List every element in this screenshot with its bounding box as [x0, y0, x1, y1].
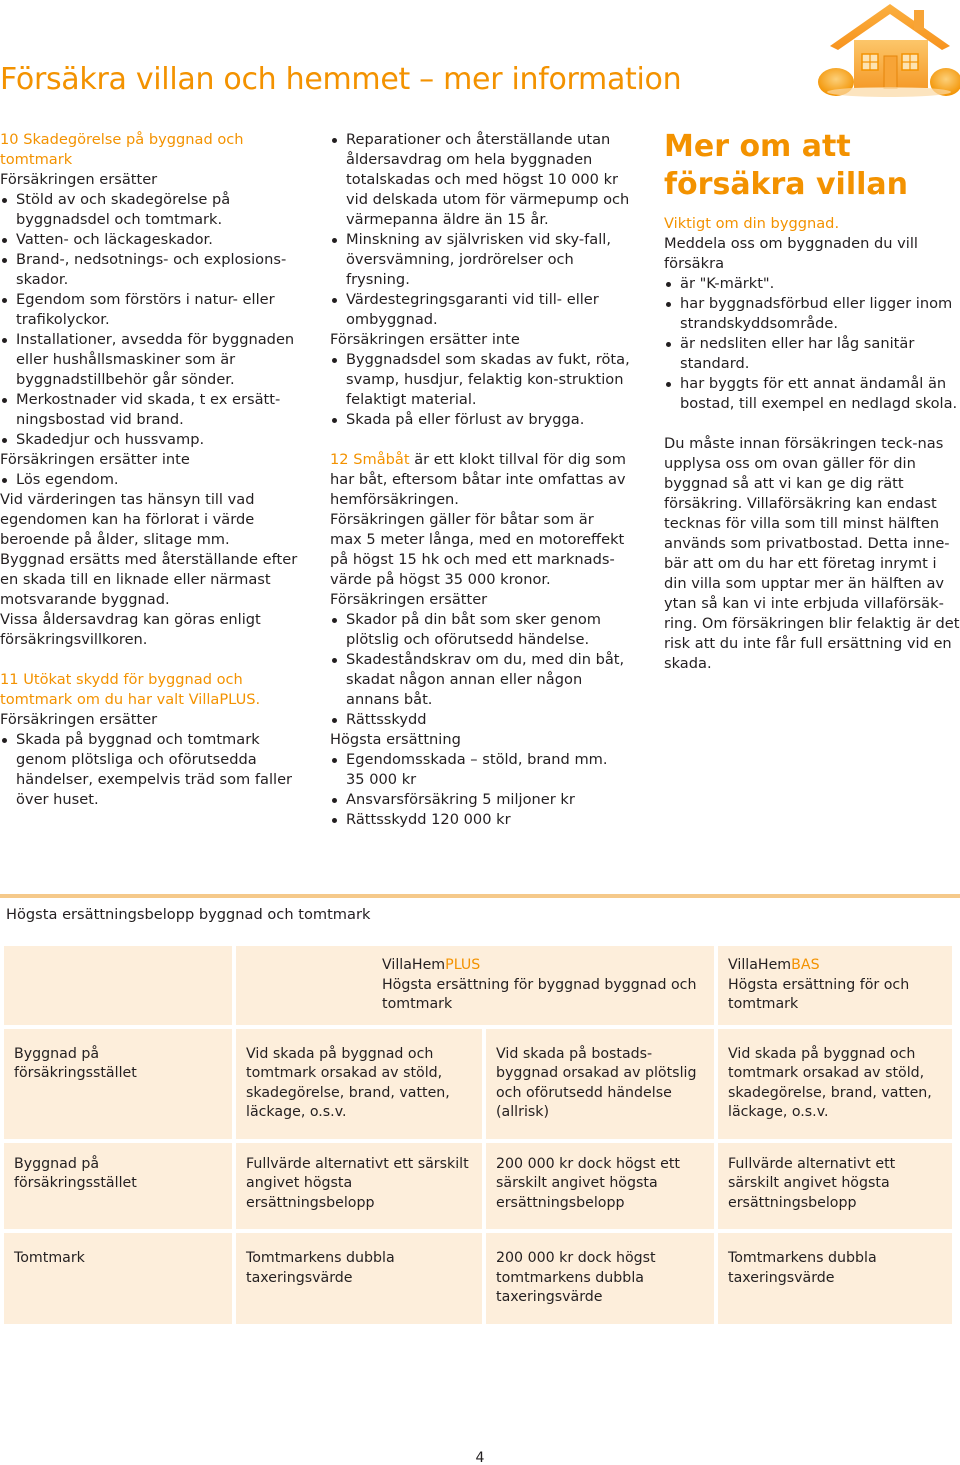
table-header-bas	[718, 946, 952, 1025]
section-12-heading: 12 Småbåt	[330, 451, 410, 468]
table-cell: Fullvärde alternativt ett särskilt angivet högsta ersättningsbelopp	[236, 1143, 482, 1230]
list-item: Lös egendom.	[0, 470, 300, 490]
section-10-paragraph: Vid värderingen tas hänsyn till vad egendomen kan ha förlorat i värde beroende på ålder, slitage mm.	[0, 491, 255, 548]
section-11-covers-list	[0, 730, 300, 810]
column-middle	[330, 130, 630, 830]
list-item: Skadeståndskrav om du, med din båt, skadat någon annan eller någon annans båt.	[330, 650, 630, 710]
list-item: Ansvarsförsäkring 5 miljoner kr	[330, 790, 630, 810]
list-item: Reparationer och återställande utan åldersavdrag om hela byggnaden totalskadas och med högst 10 000 kr vid delskada utom för värmepump och värmepanna äldre än 15 år.	[330, 130, 630, 230]
section-10-heading: 10 Skadegörelse på byggnad och tomtmark	[0, 131, 244, 168]
section-11-heading: 11 Utökat skydd för byggnad och tomtmark om du har valt VillaPLUS.	[0, 671, 261, 708]
list-item: Skador på din båt som sker genom plötslig och oförutsedd händelse.	[330, 610, 630, 650]
list-item: Merkostnader vid skada, t ex ersätt-ningsbostad vid brand.	[0, 390, 300, 430]
table-cell: Byggnad på försäkringsstället	[4, 1029, 232, 1139]
list-item: Rättsskydd	[330, 710, 630, 730]
info-list	[664, 274, 960, 414]
section-10-excludes-list	[0, 470, 300, 490]
section-12-paragraph: Försäkringen gäller för båtar som är max 5 meter långa, med en motoreffekt på högst 15 hk och med ett marknads-värde på högst 35 000 kronor.	[330, 511, 625, 588]
info-paragraph: Du måste innan försäkringen teck-nas upplysa oss om ovan gäller för din byggnad så att vi kan ge dig rätt försäkring. Villaförsäkring kan endast tecknas för villa som till minst hälften används som privatbostad. Detta inne-bär att om du har ett företag inrymt i din villa som upptar mer än hälften av ytan så kan vi inte erbjuda villaförsäk-ring. Om försäkringen blir felaktig är det risk att du inte får full ersättning vid en skada.	[664, 435, 960, 672]
table-cell: 200 000 kr dock högst tomtmarkens dubbla taxeringsvärde	[486, 1233, 714, 1324]
section-10-covers-list	[0, 190, 300, 450]
list-item: Rättsskydd 120 000 kr	[330, 810, 630, 830]
house-icon	[818, 0, 960, 98]
table-header-plus	[236, 946, 714, 1025]
plus-product-desc: Högsta ersättning för byggnad byggnad och tomtmark	[382, 976, 697, 1012]
section-11-more-list	[330, 130, 630, 330]
table-cell: Vid skada på bostads-byggnad orsakad av plötslig och oförutsedd händelse (allrisk)	[486, 1029, 714, 1139]
bas-product-name: VillaHem	[728, 957, 792, 973]
list-item: har byggnadsförbud eller ligger inom strandskyddsområde.	[664, 294, 960, 334]
list-item: Egendomsskada – stöld, brand mm. 35 000 kr	[330, 750, 630, 790]
table-cell: Tomtmarkens dubbla taxeringsvärde	[236, 1233, 482, 1324]
table-header-row	[4, 946, 956, 1025]
table-title: Högsta ersättningsbelopp byggnad och tomtmark	[6, 906, 371, 923]
section-10-paragraph: Byggnad ersätts med återställande efter en skada till en liknade eller närmast motsvarande byggnad.	[0, 551, 298, 608]
table-cell: Fullvärde alternativt ett särskilt angivet högsta ersättningsbelopp	[718, 1143, 952, 1230]
list-item: Minskning av självrisken vid sky-fall, översvämning, jordrörelser och frysning.	[330, 230, 630, 290]
list-item: Skada på byggnad och tomtmark genom plötsliga och oförutsedda händelser, exempelvis träd som faller över huset.	[0, 730, 300, 810]
list-item: Egendom som förstörs i natur- eller trafikolyckor.	[0, 290, 300, 330]
plus-product-suffix: PLUS	[445, 957, 481, 973]
list-item: Byggnadsdel som skadas av fukt, röta, svamp, husdjur, felaktig kon-struktion felaktigt material.	[330, 350, 630, 410]
info-lead: Viktigt om din byggnad.	[664, 215, 840, 232]
section-12-intro	[330, 450, 630, 510]
section-12-max-list	[330, 750, 630, 830]
bas-product-suffix: BAS	[791, 957, 820, 973]
table-row	[4, 1143, 956, 1230]
section-12-subheading-covers: Försäkringen ersätter	[330, 591, 488, 608]
plus-product-name: VillaHem	[382, 957, 446, 973]
section-11-subheading-excludes: Försäkringen ersätter inte	[330, 331, 520, 348]
table-cell: Tomtmark	[4, 1233, 232, 1324]
page-title: Försäkra villan och hemmet – mer information	[0, 62, 682, 97]
list-item: Värdestegringsgaranti vid till- eller ombyggnad.	[330, 290, 630, 330]
page-number: 4	[475, 1450, 485, 1465]
info-paragraph: Meddela oss om byggnaden du vill försäkra	[664, 235, 918, 272]
table-cell: Vid skada på byggnad och tomtmark orsakad av stöld, skadegörelse, brand, vatten, läckage, o.s.v.	[718, 1029, 952, 1139]
list-item: Installationer, avsedda för byggnaden eller hushållsmaskiner som är byggnadstillbehör går sönder.	[0, 330, 300, 390]
section-12-subheading-max: Högsta ersättning	[330, 731, 461, 748]
column-left	[0, 130, 300, 810]
section-12-covers-list	[330, 610, 630, 730]
table-row	[4, 1029, 956, 1139]
table-cell: Byggnad på försäkringsstället	[4, 1143, 232, 1230]
section-10-subheading-covers: Försäkringen ersätter	[0, 171, 158, 188]
info-heading: Mer om att försäkra villan	[664, 129, 908, 202]
table-header-empty	[4, 946, 232, 1025]
list-item: är "K-märkt".	[664, 274, 960, 294]
list-item: Stöld av och skadegörelse på byggnadsdel och tomtmark.	[0, 190, 300, 230]
section-11-subheading-covers: Försäkringen ersätter	[0, 711, 158, 728]
table-cell: Vid skada på byggnad och tomtmark orsakad av stöld, skadegörelse, brand, vatten, läckage, o.s.v.	[236, 1029, 482, 1139]
table-row	[4, 1233, 956, 1324]
list-item: är nedsliten eller har låg sanitär standard.	[664, 334, 960, 374]
section-11-excludes-list	[330, 350, 630, 430]
column-right	[664, 130, 960, 674]
bas-product-desc: Högsta ersättning för och tomtmark	[728, 976, 910, 1012]
table-cell: 200 000 kr dock högst ett särskilt angivet högsta ersättningsbelopp	[486, 1143, 714, 1230]
list-item: Skada på eller förlust av brygga.	[330, 410, 630, 430]
list-item: Brand-, nedsotnings- och explosions-skador.	[0, 250, 300, 290]
section-10-paragraph: Vissa åldersavdrag kan göras enligt försäkringsvillkoren.	[0, 611, 261, 648]
section-10-subheading-excludes: Försäkringen ersätter inte	[0, 451, 190, 468]
list-item: har byggts för ett annat ändamål än bostad, till exempel en nedlagd skola.	[664, 374, 960, 414]
list-item: Skadedjur och hussvamp.	[0, 430, 300, 450]
list-item: Vatten- och läckageskador.	[0, 230, 300, 250]
table-cell: Tomtmarkens dubbla taxeringsvärde	[718, 1233, 952, 1324]
section-12-intro-text: är ett klokt tillval för dig som har båt, eftersom båtar inte omfattas av hemförsäkringen.	[330, 451, 626, 508]
compensation-table	[4, 946, 956, 1328]
section-divider	[0, 894, 960, 898]
